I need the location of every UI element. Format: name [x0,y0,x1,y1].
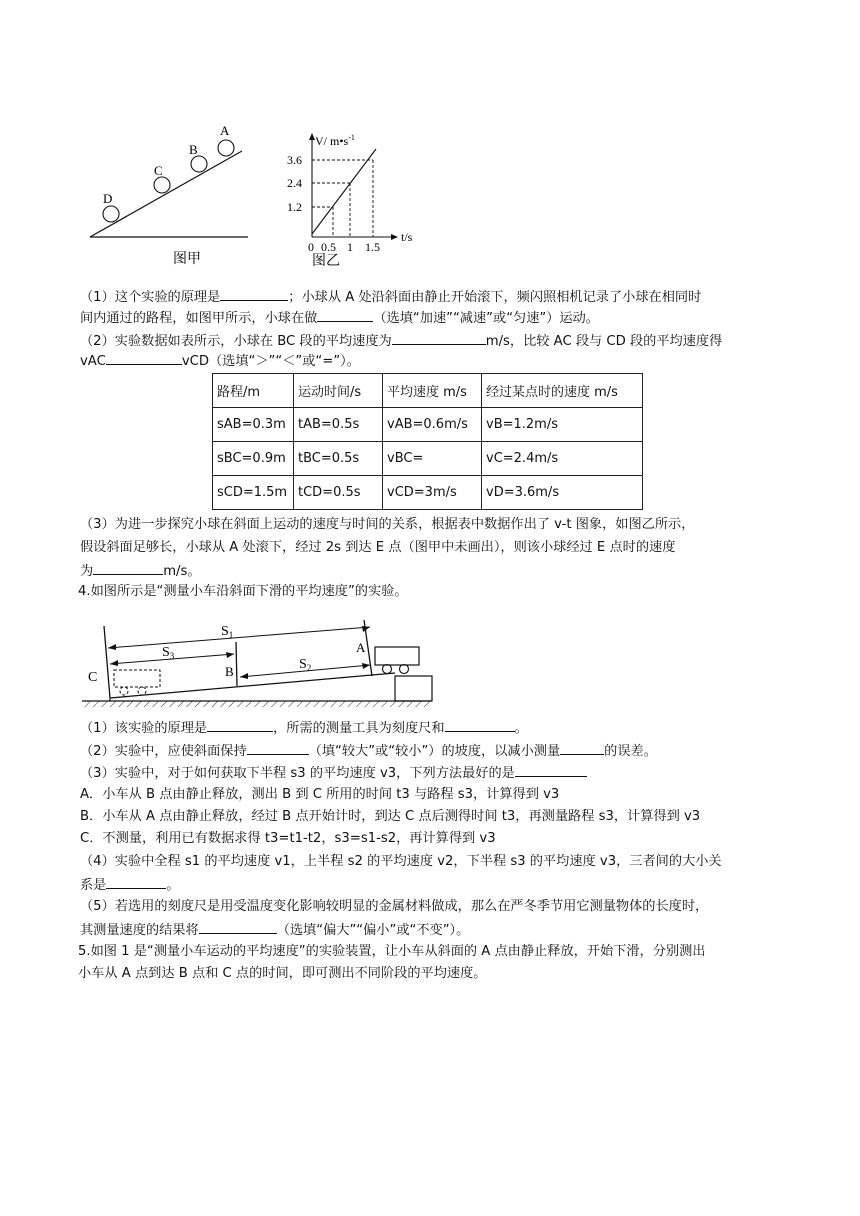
q4-option-a-text: A．小车从 B 点由静止释放，测出 B 到 C 所用的时间 t3 与路程 s3，计算得到 v3 [80,787,560,802]
q4-title [78,582,408,602]
answer-blank-method[interactable] [515,762,587,777]
x-tick-1: 1 [347,240,353,254]
table-header-cell: 平均速度 m/s [383,374,482,408]
figure-vt-graph [280,125,430,270]
q3-p1-text-b: ；小球从 A 处沿斜面由静止开始滚下，频闪照相机记录了小球在相同时 [288,290,702,305]
q4-option-b [80,807,700,827]
figure-incline-balls [80,115,260,270]
answer-blank-principle[interactable] [220,286,288,301]
q4-p5-line1 [80,897,708,917]
q3-p2-text-c: vAC [80,354,106,369]
q3-p2-line1 [80,330,722,352]
ball-c [154,177,170,193]
answer-blank-tool[interactable] [445,717,515,732]
table-header-row [213,374,643,408]
velocity-line [312,149,376,234]
cart-body-a [375,647,419,665]
ground-hatch [82,701,432,707]
q4-p1 [80,717,528,739]
answer-blank-result[interactable] [199,919,277,934]
marker-b [236,642,237,686]
answer-blank-motion[interactable] [317,307,373,322]
marker-c [104,626,110,698]
q3-p1-line2 [80,307,599,329]
ball-label-d: D [103,191,113,206]
table-cell: sAB=0.3m [213,408,294,442]
q4-p1-text-a: （1）该实验的原理是 [80,721,208,736]
s3-arrow-left-icon [110,660,118,666]
q4-p4-text-a: （4）实验中全程 s1 的平均速度 v1，上半程 s2 的平均速度 v2，下半程 s3 的平均速度 v3，三者间的大小关 [80,854,722,869]
s2-arrow-left-icon [240,673,248,679]
q4-p5-text-b: 其测量速度的结果将 [80,923,199,938]
ball-b [191,156,207,172]
answer-blank-vbc[interactable] [392,330,486,345]
ball-label-a: A [220,123,230,138]
x-axis-label: t/s [401,230,413,244]
y-tick-1-2: 1.2 [287,200,302,214]
table-cell: sBC=0.9m [213,442,294,476]
q4-option-c-text: C．不测量，利用已有数据求得 t3=t1-t2，s3=s1-s2，再计算得到 v3 [80,831,496,846]
answer-blank-error[interactable] [560,740,604,755]
x-axis-arrow-icon [391,234,398,240]
q4-p4-text-c: 。 [166,878,180,893]
x-tick-0: 0 [308,240,314,254]
table-row [213,442,643,476]
q4-p5-text-c: （选填“偏大”“偏小”或“不变”）。 [276,923,470,938]
figure-cart-incline [80,618,440,710]
cart-dashed-c [114,670,160,695]
caption-jia: 图甲 [173,251,201,267]
q4-title-text: 4.如图所示是“测量小车沿斜面下滑的平均速度”的实验。 [78,584,408,599]
q4-p2 [80,740,657,762]
q3-p2-text-d: vCD（选填“＞”“＜”或“=”）。 [181,354,360,369]
q3-p2-text-a: （2）实验数据如表所示，小球在 BC 段的平均速度为 [80,334,392,349]
table-header-cell: 运动时间/s [294,374,383,408]
x-tick-0-5: 0.5 [321,240,336,254]
table-row [213,476,643,510]
q3-p3-line2 [80,538,675,558]
label-s2: $S_2$ [299,657,312,673]
q5-line1 [78,942,705,962]
y-axis-label: V/ $m•s^{-1}$ [315,133,355,148]
cart-wheel [383,665,392,674]
y-tick-3-6: 3.6 [287,153,302,167]
q4-option-c [80,829,496,849]
q4-p2-text-b: （填“较大”或“较小”）的坡度，以减小测量 [308,744,561,759]
slope-line [110,673,395,698]
support-block [395,676,432,701]
q3-p3-text-c: 为 [80,564,94,579]
label-s3: $S_3$ [162,645,175,661]
table-cell: vCD=3m/s [383,476,482,510]
table-cell: tCD=0.5s [294,476,383,510]
label-b: B [225,664,234,679]
q4-p4-line2 [80,874,180,896]
s3-arrow-right-icon [226,652,234,658]
label-s1: $S_1$ [221,624,234,640]
q3-p1-text-c: 间内通过的路程，如图甲所示，小球在做 [80,311,318,326]
q4-p5-text-a: （5）若选用的刻度尺是用受温度变化影响较明显的金属材料做成，那么在严冬季节用它测量物体的长度时， [80,899,709,914]
answer-blank-principle2[interactable] [207,717,273,732]
q3-p3-line1 [80,515,694,535]
table-cell: vAB=0.6m/s [383,408,482,442]
table-cell: vD=3.6m/s [482,476,643,510]
ball-d [103,206,119,222]
q4-p4-text-b: 系是 [80,878,107,893]
q4-option-a [80,785,559,805]
answer-blank-relation[interactable] [106,874,166,889]
q3-p3-text-d: m/s。 [163,564,201,579]
table-cell: vB=1.2m/s [482,408,643,442]
q5-text-a: 5.如图 1 是“测量小车运动的平均速度”的实验装置，让小车从斜面的 A 点由静止释放，开始下滑，分别测出 [78,944,706,959]
s1-arrow-left-icon [108,644,116,650]
ball-label-c: C [154,163,163,178]
caption-yi: 图乙 [312,253,340,269]
q3-p2-text-b: m/s，比较 AC 段与 CD 段的平均速度得 [485,334,723,349]
q4-p3-text-a: （3）实验中，对于如何获取下半程 s3 的平均速度 v3，下列方法最好的是 [80,766,515,781]
table-cell: vBC= [383,442,482,476]
x-tick-1-5: 1.5 [365,240,380,254]
table-header-cell: 路程/m [213,374,294,408]
q5-text-b: 小车从 A 点到达 B 点和 C 点的时间，即可测出不同阶段的平均速度。 [78,966,487,981]
q4-p1-text-b: ，所需的测量工具为刻度尺和 [273,721,445,736]
q3-p1-text-a: （1）这个实验的原理是 [80,290,221,305]
q4-p1-text-c: 。 [514,721,528,736]
table-cell: tAB=0.5s [294,408,383,442]
speed-data-table [212,373,643,510]
ball-a [218,140,234,156]
q3-p1-line1 [80,286,701,308]
q3-p2-line2 [80,350,360,372]
q5-line2 [78,964,487,984]
table-cell: tBC=0.5s [294,442,383,476]
s1-arrow [108,627,370,648]
q4-p3 [80,762,587,784]
answer-blank-compare[interactable] [106,350,182,365]
cart-wheel [400,665,409,674]
q4-option-b-text: B．小车从 A 点由静止释放，经过 B 点开始计时，到达 C 点后测得时间 t3，再测量路程 s3，计算得到 v3 [80,809,701,824]
ball-label-b: B [189,142,198,157]
q3-p3-text-b: 假设斜面足够长，小球从 A 处滚下，经过 2s 到达 E 点（图甲中未画出），则该小球经过 E 点时的速度 [80,540,676,555]
answer-blank-ve[interactable] [93,560,163,575]
label-a: A [356,640,366,655]
table-cell: sCD=1.5m [213,476,294,510]
s2-arrow-right-icon [362,663,370,669]
q3-p3-text-a: （3）为进一步探究小球在斜面上运动的速度与时间的关系，根据表中数据作出了 v-t 图象，如图乙所示， [80,517,695,532]
q4-p4-line1 [80,852,722,872]
label-c: C [88,670,98,685]
table-header-cell: 经过某点时的速度 m/s [482,374,643,408]
q4-p2-text-c: 的误差。 [604,744,657,759]
q3-p1-text-d: （选填“加速”“减速”或“匀速”）运动。 [373,311,599,326]
table-row [213,408,643,442]
q4-p2-text-a: （2）实验中，应使斜面保持 [80,744,247,759]
table-cell: vC=2.4m/s [482,442,643,476]
incline-line [90,151,242,237]
guide-dashes [312,160,373,237]
q4-p5-line2 [80,919,469,941]
y-tick-2-4: 2.4 [287,176,302,190]
q3-p3-line3 [80,560,201,582]
answer-blank-slope[interactable] [247,740,309,755]
